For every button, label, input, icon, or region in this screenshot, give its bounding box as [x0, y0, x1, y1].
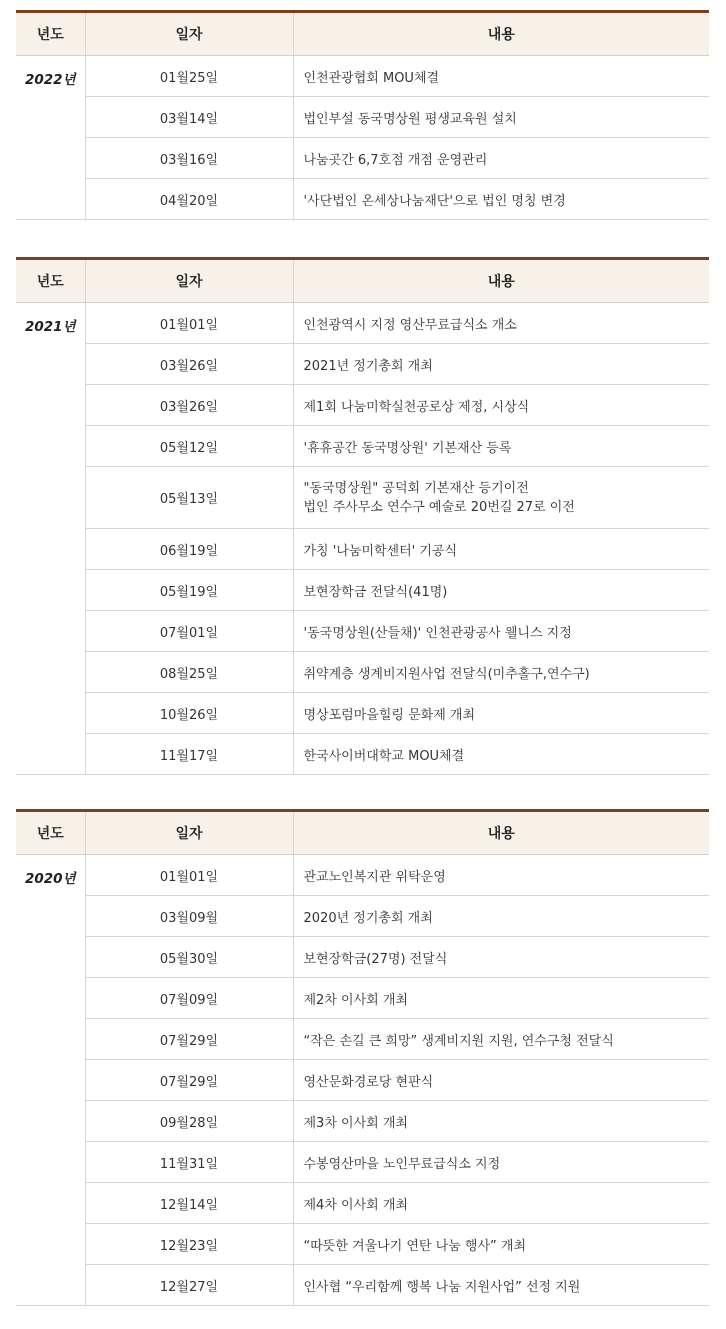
date-cell: 05월30일	[85, 937, 293, 978]
content-cell: 제4차 이사회 개최	[293, 1183, 709, 1224]
content-cell: 보현장학금(27명) 전달식	[293, 937, 709, 978]
table-row	[16, 1224, 709, 1265]
date-cell: 01월01일	[85, 303, 293, 344]
table-row	[16, 1060, 709, 1101]
year-cell: 2021년	[16, 303, 85, 775]
column-header-year: 년도	[16, 259, 85, 303]
date-cell: 12월23일	[85, 1224, 293, 1265]
content-cell: 제3차 이사회 개최	[293, 1101, 709, 1142]
year-cell: 2022년	[16, 56, 85, 220]
table-row	[16, 138, 709, 179]
table-row	[16, 978, 709, 1019]
content-cell: 보현장학금 전달식(41명)	[293, 570, 709, 611]
content-cell: 2021년 정기총회 개최	[293, 344, 709, 385]
date-cell: 05월13일	[85, 467, 293, 529]
content-cell: 명상포럼마을힐링 문화제 개최	[293, 693, 709, 734]
content-cell: 관교노인복지관 위탁운영	[293, 855, 709, 896]
content-cell: 한국사이버대학교 MOU체결	[293, 734, 709, 775]
content-cell: 인천관광협회 MOU체결	[293, 56, 709, 97]
table-row	[16, 344, 709, 385]
date-cell: 03월26일	[85, 385, 293, 426]
date-cell: 07월09일	[85, 978, 293, 1019]
column-header-date: 일자	[85, 811, 293, 855]
content-cell: 제2차 이사회 개최	[293, 978, 709, 1019]
history-table-2	[16, 809, 709, 1306]
table-row	[16, 179, 709, 220]
table-row	[16, 1265, 709, 1306]
date-cell: 05월12일	[85, 426, 293, 467]
content-cell: 제1회 나눔미학실천공로상 제정, 시상식	[293, 385, 709, 426]
content-cell	[293, 467, 709, 529]
content-cell: “작은 손길 큰 희망” 생계비지원 지원, 연수구청 전달식	[293, 1019, 709, 1060]
content-line: 법인 주사무소 연수구 예술로 20번길 27로 이전	[303, 499, 575, 515]
column-header-date: 일자	[85, 259, 293, 303]
column-header-date: 일자	[85, 12, 293, 56]
column-header-year: 년도	[16, 811, 85, 855]
table-row	[16, 1142, 709, 1183]
date-cell: 07월01일	[85, 611, 293, 652]
header-row	[16, 12, 709, 56]
content-cell: 수봉영산마을 노인무료급식소 지정	[293, 1142, 709, 1183]
date-cell: 03월14일	[85, 97, 293, 138]
content-cell: 2020년 정기총회 개최	[293, 896, 709, 937]
header-row	[16, 259, 709, 303]
date-cell: 11월17일	[85, 734, 293, 775]
date-cell: 07월29일	[85, 1060, 293, 1101]
content-cell: 법인부설 동국명상원 평생교육원 설치	[293, 97, 709, 138]
header-row	[16, 811, 709, 855]
date-cell: 08월25일	[85, 652, 293, 693]
date-cell: 11월31일	[85, 1142, 293, 1183]
date-cell: 06월19일	[85, 529, 293, 570]
date-cell: 01월25일	[85, 56, 293, 97]
table-row	[16, 303, 709, 344]
date-cell: 09월28일	[85, 1101, 293, 1142]
date-cell: 07월29일	[85, 1019, 293, 1060]
content-cell: 취약계층 생계비지원사업 전달식(미추홀구,연수구)	[293, 652, 709, 693]
table-row	[16, 611, 709, 652]
table-row	[16, 385, 709, 426]
table-row	[16, 1101, 709, 1142]
content-line: "동국명상원" 공덕회 기본재산 등기이전	[303, 480, 529, 496]
history-table-0	[16, 10, 709, 220]
content-cell: 인천광역시 지정 영산무료급식소 개소	[293, 303, 709, 344]
content-cell: 나눔곳간 6,7호점 개점 운영관리	[293, 138, 709, 179]
table-row	[16, 467, 709, 529]
date-cell: 01월01일	[85, 855, 293, 896]
date-cell: 03월09월	[85, 896, 293, 937]
date-cell: 12월27일	[85, 1265, 293, 1306]
table-row	[16, 97, 709, 138]
content-cell: 인사협 “우리함께 행복 나눔 지원사업” 선정 지원	[293, 1265, 709, 1306]
history-table-1	[16, 257, 709, 775]
column-header-content: 내용	[293, 12, 709, 56]
table-row	[16, 56, 709, 97]
content-cell: '사단법인 온세상나눔재단'으로 법인 명칭 변경	[293, 179, 709, 220]
date-cell: 03월26일	[85, 344, 293, 385]
date-cell: 03월16일	[85, 138, 293, 179]
table-row	[16, 426, 709, 467]
column-header-year: 년도	[16, 12, 85, 56]
table-row	[16, 652, 709, 693]
content-cell: '동국명상원(산들채)' 인천관광공사 웰니스 지정	[293, 611, 709, 652]
table-row	[16, 896, 709, 937]
content-cell: 영산문화경로당 현판식	[293, 1060, 709, 1101]
table-row	[16, 855, 709, 896]
table-row	[16, 1183, 709, 1224]
table-row	[16, 529, 709, 570]
table-row	[16, 693, 709, 734]
column-header-content: 내용	[293, 259, 709, 303]
table-row	[16, 734, 709, 775]
date-cell: 12월14일	[85, 1183, 293, 1224]
table-row	[16, 937, 709, 978]
table-row	[16, 1019, 709, 1060]
date-cell: 04월20일	[85, 179, 293, 220]
date-cell: 05월19일	[85, 570, 293, 611]
content-cell: “따뜻한 겨울나기 연탄 나눔 행사” 개최	[293, 1224, 709, 1265]
year-cell: 2020년	[16, 855, 85, 1306]
content-cell: 가칭 '나눔미학센터' 기공식	[293, 529, 709, 570]
column-header-content: 내용	[293, 811, 709, 855]
content-cell: '휴휴공간 동국명상원' 기본재산 등록	[293, 426, 709, 467]
table-row	[16, 570, 709, 611]
date-cell: 10월26일	[85, 693, 293, 734]
